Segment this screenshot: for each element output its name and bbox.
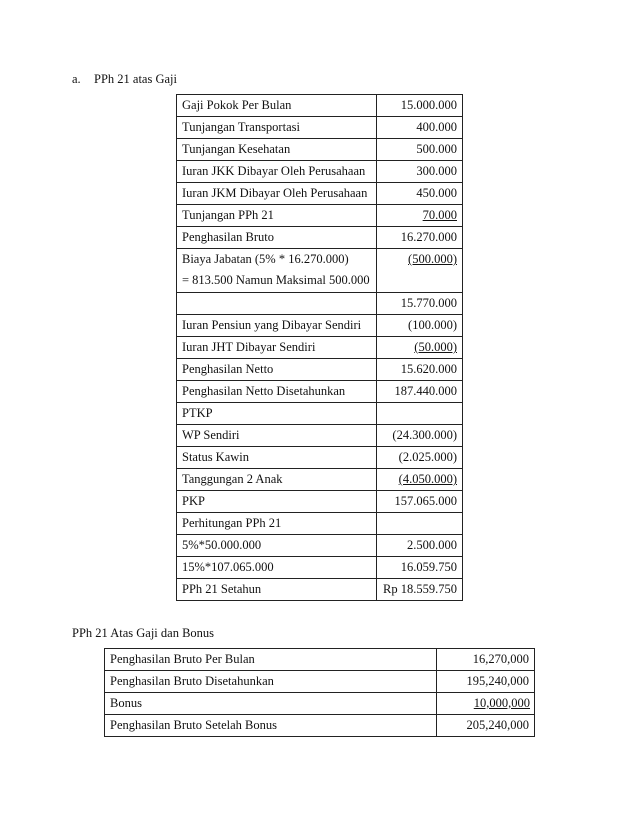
row-value: 10,000,000	[473, 696, 530, 710]
row-label: Penghasilan Netto Disetahunkan	[177, 381, 377, 403]
table-row	[177, 381, 463, 403]
table-row	[177, 403, 463, 425]
row-value: (50.000)	[414, 340, 457, 354]
table-row	[177, 249, 463, 293]
table-row	[105, 693, 535, 715]
row-label	[177, 293, 377, 315]
row-label: Iuran JKK Dibayar Oleh Perusahaan	[177, 161, 377, 183]
row-value: Rp 18.559.750	[377, 579, 463, 601]
table-row	[177, 359, 463, 381]
table-row	[177, 293, 463, 315]
table-row	[177, 447, 463, 469]
row-value: 500.000	[377, 139, 463, 161]
row-label: Penghasilan Bruto Setelah Bonus	[105, 715, 437, 737]
row-label-line1: Biaya Jabatan (5% * 16.270.000)	[182, 252, 349, 266]
row-value: 187.440.000	[377, 381, 463, 403]
row-value: 205,240,000	[437, 715, 535, 737]
row-value: 70.000	[422, 208, 457, 222]
row-label: Iuran JHT Dibayar Sendiri	[177, 337, 377, 359]
table-row	[177, 117, 463, 139]
row-label: Status Kawin	[177, 447, 377, 469]
row-value: 195,240,000	[437, 671, 535, 693]
row-label: PPh 21 Setahun	[177, 579, 377, 601]
row-value: 2.500.000	[377, 535, 463, 557]
pph21-gaji-table	[176, 94, 463, 601]
section-b-title: PPh 21 Atas Gaji dan Bonus	[72, 626, 215, 640]
row-label	[177, 249, 377, 293]
row-value: 16.059.750	[377, 557, 463, 579]
row-label: Penghasilan Netto	[177, 359, 377, 381]
row-value: 300.000	[377, 161, 463, 183]
row-label: Penghasilan Bruto Disetahunkan	[105, 671, 437, 693]
table-row	[177, 205, 463, 227]
row-value: 450.000	[377, 183, 463, 205]
row-value: 15.000.000	[377, 95, 463, 117]
table-row	[177, 425, 463, 447]
table-row	[177, 227, 463, 249]
table-row	[177, 557, 463, 579]
row-label: Bonus	[105, 693, 437, 715]
row-label: Perhitungan PPh 21	[177, 513, 377, 535]
row-label: 5%*50.000.000	[177, 535, 377, 557]
table-row	[177, 161, 463, 183]
table-row	[105, 671, 535, 693]
row-label: PTKP	[177, 403, 377, 425]
row-value	[377, 403, 463, 425]
row-label: PKP	[177, 491, 377, 513]
row-label: Penghasilan Bruto	[177, 227, 377, 249]
row-value: 15.620.000	[377, 359, 463, 381]
row-label: 15%*107.065.000	[177, 557, 377, 579]
table-row	[177, 513, 463, 535]
table-row	[177, 535, 463, 557]
row-label: Tunjangan PPh 21	[177, 205, 377, 227]
row-value: 16.270.000	[377, 227, 463, 249]
table-row	[105, 715, 535, 737]
section-a-title: PPh 21 atas Gaji	[94, 72, 177, 86]
row-label: Tunjangan Kesehatan	[177, 139, 377, 161]
table-row	[177, 579, 463, 601]
table-row	[105, 649, 535, 671]
row-label: Iuran Pensiun yang Dibayar Sendiri	[177, 315, 377, 337]
row-value: 16,270,000	[437, 649, 535, 671]
row-value: (4.050.000)	[398, 472, 457, 486]
row-value: (500.000)	[408, 252, 457, 266]
table-row	[177, 95, 463, 117]
table-row	[177, 139, 463, 161]
table-row	[177, 491, 463, 513]
row-value: (100.000)	[377, 315, 463, 337]
pph21-gaji-bonus-table	[104, 648, 535, 737]
section-a-heading	[72, 72, 177, 87]
row-label: Gaji Pokok Per Bulan	[177, 95, 377, 117]
row-label: Penghasilan Bruto Per Bulan	[105, 649, 437, 671]
row-label: Iuran JKM Dibayar Oleh Perusahaan	[177, 183, 377, 205]
row-label: WP Sendiri	[177, 425, 377, 447]
table-row	[177, 315, 463, 337]
table-row	[177, 183, 463, 205]
table-row	[177, 469, 463, 491]
row-value: 157.065.000	[377, 491, 463, 513]
row-value: (2.025.000)	[377, 447, 463, 469]
list-marker: a.	[72, 72, 81, 86]
row-label: Tanggungan 2 Anak	[177, 469, 377, 491]
row-label-line2: = 813.500 Namun Maksimal 500.000	[182, 273, 370, 287]
row-value: (24.300.000)	[377, 425, 463, 447]
row-label: Tunjangan Transportasi	[177, 117, 377, 139]
row-value: 15.770.000	[377, 293, 463, 315]
table-row	[177, 337, 463, 359]
row-value	[377, 513, 463, 535]
row-value: 400.000	[377, 117, 463, 139]
